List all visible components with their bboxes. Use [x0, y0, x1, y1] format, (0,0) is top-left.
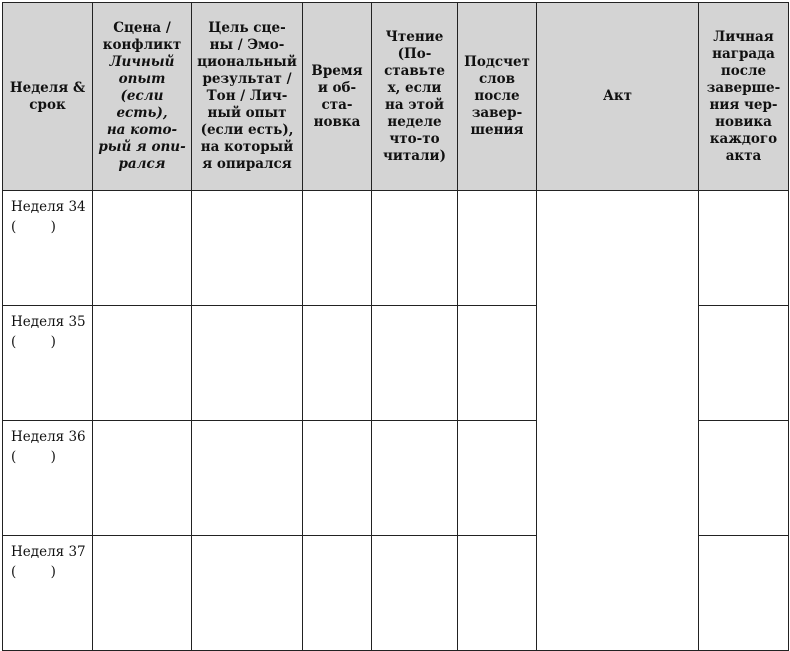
header-text-line: Время: [311, 62, 363, 79]
header-text-line: после: [474, 88, 520, 104]
header-text-line: новка: [313, 113, 361, 130]
week-cell: [3, 191, 93, 306]
header-text-line: ны / Эмо-: [209, 37, 285, 53]
word-count-cell[interactable]: [458, 421, 537, 536]
header-text-line: неделе: [387, 113, 442, 130]
header-text-line: циональный: [197, 54, 297, 70]
header-text-line: акта: [725, 147, 762, 164]
header-text-line: и об-: [317, 79, 357, 96]
reward-cell[interactable]: [699, 421, 789, 536]
header-text-line: я опирался: [202, 156, 292, 172]
time-setting-cell[interactable]: [303, 536, 372, 651]
header-text-line: на этой: [385, 96, 444, 113]
header-time-setting: [303, 3, 372, 191]
word-count-cell[interactable]: [458, 306, 537, 421]
header-text-line: слов: [478, 71, 516, 87]
week-label: Неделя 34: [11, 199, 86, 215]
week-label: Неделя 36: [11, 429, 86, 445]
header-text-line: Чтение: [385, 28, 444, 45]
header-reading: [372, 3, 458, 191]
header-text-line: Подсчет: [464, 54, 530, 70]
header-text-line: опыт: [118, 71, 166, 87]
header-scene-conflict: [93, 3, 192, 191]
scene-cell[interactable]: [93, 306, 192, 421]
scene-cell[interactable]: [93, 536, 192, 651]
reading-cell[interactable]: [372, 191, 458, 306]
goal-cell[interactable]: [192, 191, 303, 306]
deadline-blank[interactable]: ( ): [11, 219, 56, 235]
reward-cell[interactable]: [699, 306, 789, 421]
header-week-deadline: [3, 3, 93, 191]
header-text-line: срок: [29, 96, 66, 113]
header-text-line: х, если: [387, 79, 442, 96]
goal-cell[interactable]: [192, 536, 303, 651]
header-text-line: рался: [118, 156, 166, 172]
header-text-line: после: [720, 62, 767, 79]
header-text-line: на который: [200, 139, 294, 155]
header-text-line: результат /: [202, 71, 292, 87]
header-text-line: ния чер-: [709, 96, 778, 113]
reward-cell[interactable]: [699, 191, 789, 306]
week-cell: [3, 536, 93, 651]
header-text-line: ный опыт: [207, 105, 287, 121]
header-text-line: Личный: [109, 54, 175, 70]
word-count-cell[interactable]: [458, 536, 537, 651]
goal-cell[interactable]: [192, 421, 303, 536]
deadline-blank[interactable]: ( ): [11, 334, 56, 350]
week-cell: [3, 421, 93, 536]
header-row: [3, 3, 789, 191]
header-text-line: (если: [120, 88, 164, 104]
header-scene-goal: [192, 3, 303, 191]
week-cell: [3, 306, 93, 421]
header-word-count: [458, 3, 537, 191]
header-text-line: заверше-: [706, 79, 781, 96]
header-text-line: (если есть),: [200, 122, 294, 138]
time-setting-cell[interactable]: [303, 421, 372, 536]
header-text-line: на кото-: [106, 122, 178, 138]
scene-cell[interactable]: [93, 421, 192, 536]
word-count-cell[interactable]: [458, 191, 537, 306]
time-setting-cell[interactable]: [303, 191, 372, 306]
reward-cell[interactable]: [699, 536, 789, 651]
header-act: [537, 3, 699, 191]
act-cell[interactable]: [537, 191, 699, 651]
header-text-line: Личная: [713, 28, 774, 45]
header-text-line: шения: [470, 122, 524, 138]
reading-cell[interactable]: [372, 536, 458, 651]
header-text-line: завер-: [471, 105, 523, 121]
header-text-line: ста-: [321, 96, 353, 113]
header-text-line: конфликт: [102, 37, 182, 53]
header-text-line: Цель сце-: [208, 20, 286, 36]
deadline-blank[interactable]: ( ): [11, 564, 56, 580]
header-text-line: каждого: [709, 130, 778, 147]
header-text-line: Сцена /: [113, 20, 171, 36]
week-label: Неделя 35: [11, 314, 86, 330]
header-text-line: рый я опи-: [98, 139, 186, 155]
header-text-line: что-то: [389, 130, 440, 147]
header-text-line: Тон / Лич-: [206, 88, 288, 104]
header-text-line: ставьте: [384, 62, 445, 79]
writing-schedule-table: [2, 2, 789, 651]
header-text-line: Неделя &: [9, 79, 86, 96]
table-row: [3, 191, 789, 306]
header-text-line: Акт: [602, 88, 633, 104]
header-text-line: награда: [712, 45, 775, 62]
header-text-line: (По-: [397, 45, 432, 62]
time-setting-cell[interactable]: [303, 306, 372, 421]
week-label: Неделя 37: [11, 544, 86, 560]
header-text-line: новика: [715, 113, 772, 130]
header-personal-reward: [699, 3, 789, 191]
reading-cell[interactable]: [372, 306, 458, 421]
scene-cell[interactable]: [93, 191, 192, 306]
goal-cell[interactable]: [192, 306, 303, 421]
header-text-line: читали): [383, 147, 446, 164]
reading-cell[interactable]: [372, 421, 458, 536]
deadline-blank[interactable]: ( ): [11, 449, 56, 465]
header-text-line: есть),: [116, 105, 168, 121]
